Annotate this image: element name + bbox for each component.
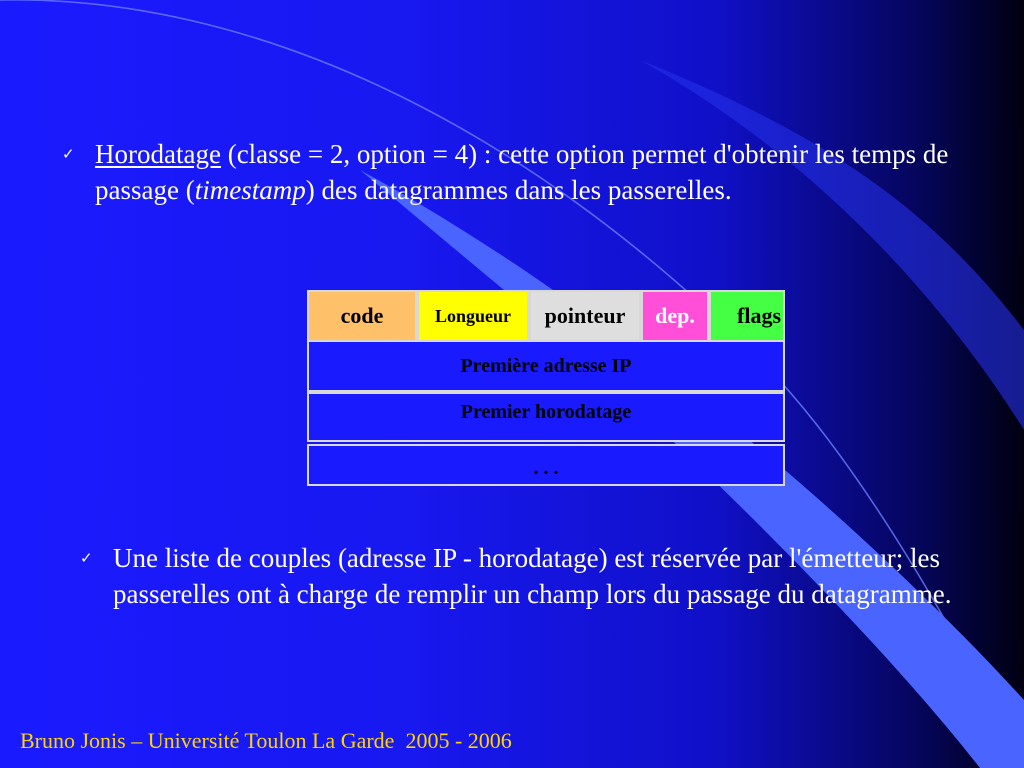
bullet-horodatage-part1: (classe = 2, option = 4) : cette option permet d'obtenir les temps de passage ( xyxy=(95,139,949,205)
field-longueur xyxy=(417,290,529,342)
row-premiere-adresse-ip xyxy=(307,340,785,392)
field-flags xyxy=(709,290,785,342)
bullet-horodatage xyxy=(62,136,1012,208)
row-premier-horodatage-label: Premier horodatage xyxy=(460,401,632,423)
field-pointeur xyxy=(529,290,641,342)
bullet-horodatage-part2: ) des datagrammes dans les passerelles. xyxy=(305,175,732,205)
field-dep xyxy=(641,290,709,342)
row-premiere-adresse-ip-label: Première adresse IP xyxy=(460,354,632,377)
bullet-liste-couples-text: Une liste de couples (adresse IP - horodatage) est réservée par l'émetteur; les passerelles ont à charge de remplir un champ lors du passage du datagramme. xyxy=(113,543,952,609)
row-ellipsis xyxy=(307,444,785,486)
field-code xyxy=(307,290,417,342)
footer-credit: Bruno Jonis – Université Toulon La Garde 2005 - 2006 xyxy=(20,728,512,753)
field-dep-label: dep. xyxy=(655,303,695,328)
bullet-liste-couples xyxy=(80,540,1010,612)
term-timestamp: timestamp xyxy=(194,175,306,205)
timestamp-option-format-diagram xyxy=(307,290,785,486)
field-pointeur-label: pointeur xyxy=(544,303,626,328)
field-code-label: code xyxy=(340,303,384,328)
term-horodatage: Horodatage xyxy=(95,139,221,169)
row-ellipsis-label: . . . xyxy=(533,457,559,479)
bullet-horodatage-text xyxy=(95,136,1012,208)
field-flags-label: flags xyxy=(737,303,781,328)
row-premier-horodatage xyxy=(307,392,785,442)
checkmark-icon: ✓ xyxy=(62,145,75,163)
field-longueur-label: Longueur xyxy=(434,305,512,326)
checkmark-icon: ✓ xyxy=(80,549,93,567)
